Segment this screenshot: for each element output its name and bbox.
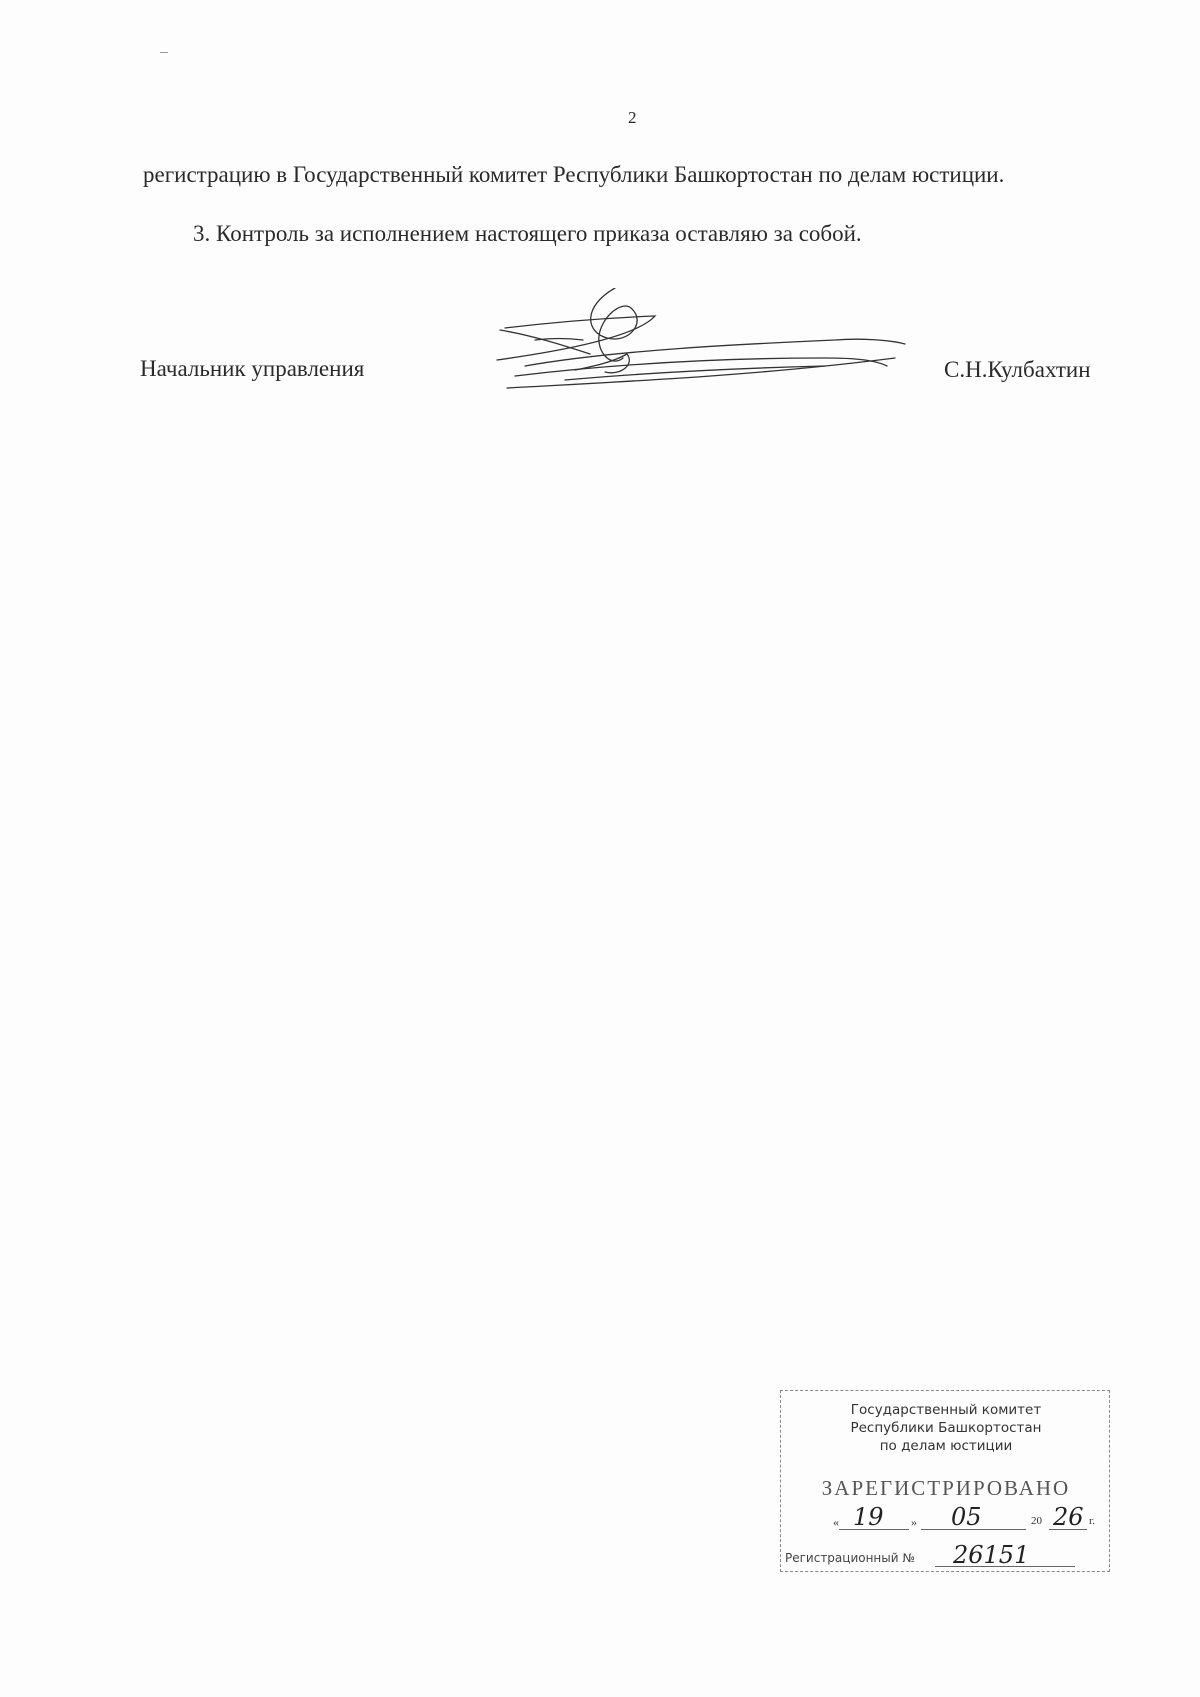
stamp-org-line: Республики Башкортостан [850,1420,1042,1436]
paragraph-registration: регистрацию в Государственный комитет Республики Башкортостан по делам юстиции. [143,162,1005,187]
stamp-reg-line [935,1566,1075,1567]
stamp-reg-number: 26151 [953,1541,1030,1569]
stamp-org-line: Государственный комитет [850,1402,1042,1418]
signatory-name: С.Н.Кулбахтин [944,357,1091,382]
stamp-quote-close: » [911,1515,917,1529]
stamp-month: 05 [951,1503,982,1531]
paragraph-control: 3. Контроль за исполнением настоящего приказа оставляю за собой. [193,221,862,246]
stamp-year-prefix: 20 [1031,1515,1042,1527]
stamp-year-line [1049,1529,1087,1530]
stamp-date [811,1503,1101,1533]
stamp-org-line: по делам юстиции [879,1438,1013,1454]
stamp-year: 26 [1053,1503,1084,1531]
scan-speck [160,52,168,53]
registration-stamp [780,1390,1110,1572]
stamp-day: 19 [853,1503,884,1531]
stamp-year-suffix: г. [1089,1515,1096,1527]
handwritten-signature [495,288,915,418]
stamp-reg-label: Регистрационный № [785,1551,915,1565]
stamp-registration-number [785,1541,1105,1569]
page-number: 2 [628,108,637,127]
stamp-quote-open: « [833,1515,839,1529]
stamp-day-line [839,1529,909,1530]
signatory-position: Начальник управления [140,356,365,381]
stamp-status: ЗАРЕГИСТРИРОВАНО [821,1476,1071,1500]
stamp-organization [781,1401,1111,1455]
stamp-month-line [921,1529,1026,1530]
